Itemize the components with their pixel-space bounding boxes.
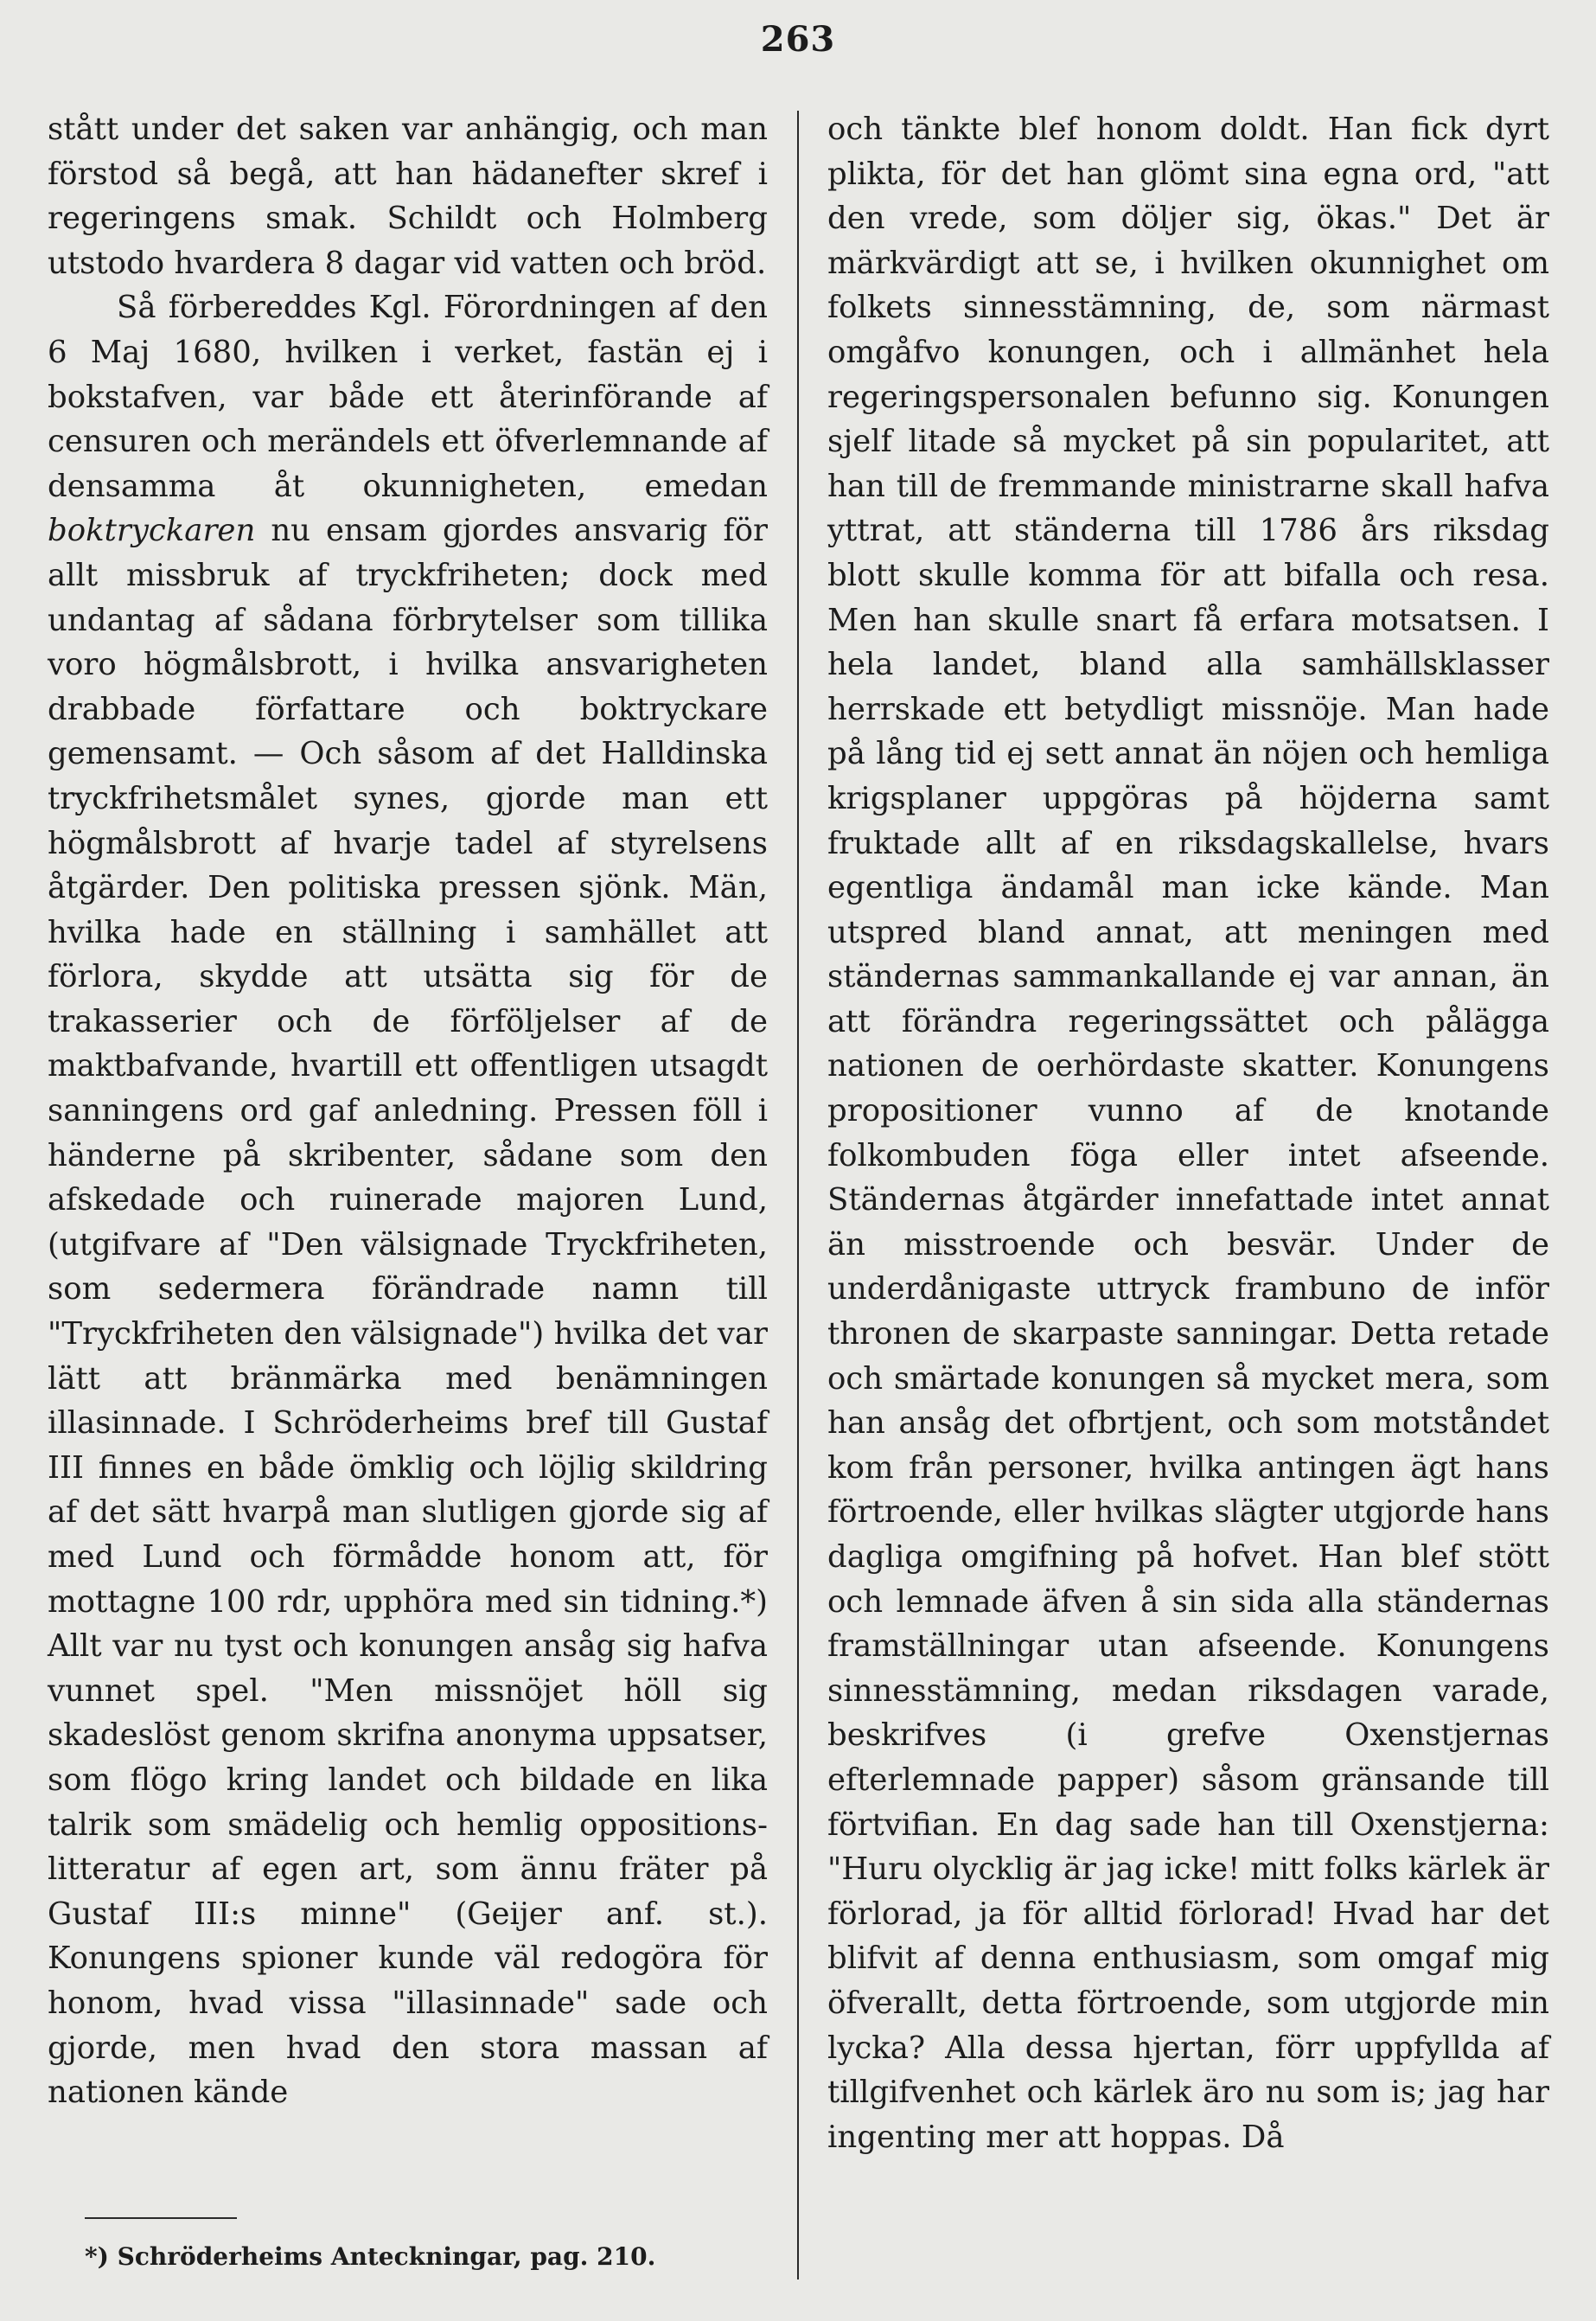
text-run: nu ensam gjordes ansvarig för allt missbruk af tryckfriheten; dock med undantag af sådana förbrytelser som tillika voro högmålsbrott, i hvilka ansvarigheten drabbade författare och boktryckare gemensamt. — Och såsom af det Halldinska tryckfrihetsmålet synes, gjorde man ett högmålsbrott af hvarje tadel af styrelsens åtgärder. Den politiska pressen sjönk. Män, hvilka hade en ställning i samhället att förlora, skydde att utsätta sig för de trakasserier och de förföljelser af de maktbafvande, hvartill ett offentligen utsagdt sanningens ord gaf anledning. Pressen föll i händerne på skribenter, sådane som den afskedade och ruinerade majoren Lund, (utgifvare af "Den välsignade Tryckfriheten, som sedermera förändrade namn till "Tryckfriheten den välsignade") hvilka det var lätt att bränmärka med benämningen illasinnade. I Schröderheims bref till Gustaf III finnes en både ömklig och löjlig skildring af det sätt hvarpå man slutligen gjorde sig af med Lund och förmådde honom att, för mottagne 100 rdr, upphöra med sin tidning.*) Allt var nu tyst och konungen ansåg sig hafva vunnet spel. "Men missnöjet höll sig skadeslöst genom skrifna anonyma uppsatser, som flögo kring landet och bildade en lika talrik som smädelig och hemlig oppositions-litteratur af egen art, som ännu fräter på Gustaf III:s minne" (Geijer anf. st.). Konungens spioner kunde väl redogöra för honom, hvad vissa "illasinnade" sade och gjorde, men hvad den stora massan af nationen kände [48, 513, 768, 2111]
emphasis: boktryckaren [48, 513, 256, 549]
right-column [827, 107, 1549, 2159]
paragraph: stått under det saken var anhängig, och man förstod så begå, att han hädanefter skref i regeringens smak. Schildt och Holmberg utstodo hvardera 8 dagar vid vatten och bröd. [48, 112, 768, 281]
paragraph [48, 285, 768, 2114]
text-run: Så förbereddes Kgl. Förordningen af den 6 Maj 1680, hvilken i verket, fastän ej i bokstafven, var både ett återinförande af censuren och merändels ett öfverlemnande af densamma åt okunnigheten, emedan [48, 290, 768, 504]
footnote: *) Schröderheims Anteckningar, pag. 210. [85, 2242, 656, 2271]
column-rule [797, 111, 799, 2279]
footnote-rule [85, 2217, 237, 2219]
paragraph: och tänkte blef honom doldt. Han fick dyrt plikta, för det han glömt sina egna ord, "att den vrede, som döljer sig, ökas." Det är märkvärdigt att se, i hvilken okunnighet om folkets sinnesstämning, de, som närmast omgåfvo konungen, och i allmänhet hela regeringspersonalen befunno sig. Konungen sjelf litade så mycket på sin popularitet, att han till de fremmande ministrarne skall hafva yttrat, att ständerna till 1786 års riksdag blott skulle komma för att bifalla och resa. Men han skulle snart få erfara motsatsen. I hela landet, bland alla samhällsklasser herrskade ett betydligt missnöje. Man hade på lång tid ej sett annat än nöjen och hemliga krigsplaner uppgöras på höjderna samt fruktade allt af en riksdagskallelse, hvars egentliga ändamål man icke kände. Man utspred bland annat, att meningen med ständernas sammankallande ej var annan, än att förändra regeringssättet och pålägga nationen de oerhördaste skatter. Konungens propositioner vunno af de knotande folkombuden föga eller intet afseende. Ständernas åtgärder innefattade intet annat än misstroende och besvär. Under de underdånigaste uttryck frambuno de inför thronen de skarpaste sanningar. Detta retade och smärtade konungen så mycket mera, som han ansåg det ofbrtjent, och som motståndet kom från personer, hvilka antingen ägt hans förtroende, eller hvilkas slägter utgjorde hans dagliga omgifning på hofvet. Han blef stött och lemnade äfven å sin sida alla ständernas framställningar utan afseende. Konungens sinnesstämning, medan riksdagen varade, beskrifves (i grefve Oxenstjernas efterlemnade papper) såsom gränsande till förtvifian. En dag sade han till Oxenstjerna: "Huru olycklig är jag icke! mitt folks kärlek är förlorad, ja för alltid förlorad! Hvad har det blifvit af denna enthusiasm, som omgaf mig öfverallt, detta förtroende, som utgjorde min lycka? Alla dessa hjertan, förr uppfyllda af tillgifvenhet och kärlek äro nu som is; jag har ingenting mer att hoppas. Då [827, 112, 1549, 2155]
left-column [48, 107, 768, 2115]
page-number: 263 [760, 19, 836, 60]
